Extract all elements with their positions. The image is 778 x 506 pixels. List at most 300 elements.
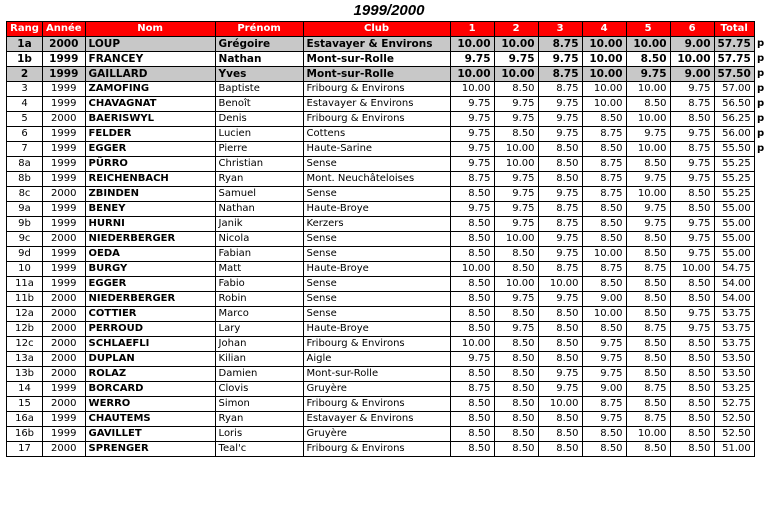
cell-score-5: 8.50 — [626, 97, 670, 112]
cell-score-3: 8.50 — [538, 142, 582, 157]
cell-prenom: Johan — [215, 337, 303, 352]
results-body — [7, 37, 755, 457]
cell-annee: 2000 — [43, 187, 86, 202]
cell-club: Estavayer & Environs — [303, 97, 450, 112]
cell-total: 56.50 — [714, 97, 754, 112]
cell-score-2: 8.50 — [494, 397, 538, 412]
cell-score-1: 10.00 — [450, 337, 494, 352]
cell-score-2: 8.50 — [494, 427, 538, 442]
cell-score-4: 9.00 — [582, 382, 626, 397]
cell-prenom: Baptiste — [215, 82, 303, 97]
cell-nom: BORCARD — [85, 382, 215, 397]
cell-prenom: Teal'c — [215, 442, 303, 457]
cell-nom: HURNI — [85, 217, 215, 232]
cell-club: Sense — [303, 292, 450, 307]
cell-rang: 9c — [7, 232, 43, 247]
header-score-5: 5 — [626, 22, 670, 37]
cell-score-1: 8.50 — [450, 232, 494, 247]
cell-nom: BENEY — [85, 202, 215, 217]
cell-score-1: 9.75 — [450, 112, 494, 127]
cell-nom: CHAUTEMS — [85, 412, 215, 427]
cell-score-3: 8.50 — [538, 337, 582, 352]
cell-score-4: 8.75 — [582, 262, 626, 277]
cell-rang: 14 — [7, 382, 43, 397]
cell-score-3: 8.75 — [538, 202, 582, 217]
cell-score-1: 8.50 — [450, 322, 494, 337]
cell-score-2: 9.75 — [494, 217, 538, 232]
cell-score-6: 8.50 — [670, 352, 714, 367]
cell-score-3: 10.00 — [538, 277, 582, 292]
cell-score-6: 8.50 — [670, 427, 714, 442]
cell-score-2: 9.75 — [494, 292, 538, 307]
cell-score-2: 10.00 — [494, 157, 538, 172]
cell-prenom: Kilian — [215, 352, 303, 367]
cell-rang: 8b — [7, 172, 43, 187]
cell-total: 51.00 — [714, 442, 754, 457]
cell-club: Haute-Broye — [303, 262, 450, 277]
cell-score-2: 10.00 — [494, 67, 538, 82]
cell-score-3: 9.75 — [538, 52, 582, 67]
cell-score-1: 8.50 — [450, 217, 494, 232]
cell-score-2: 10.00 — [494, 37, 538, 52]
cell-score-5: 10.00 — [626, 142, 670, 157]
cell-score-3: 9.75 — [538, 97, 582, 112]
cell-score-6: 8.50 — [670, 367, 714, 382]
cell-club: Sense — [303, 247, 450, 262]
cell-score-2: 9.75 — [494, 322, 538, 337]
cell-score-6: 8.50 — [670, 277, 714, 292]
qualification-marker: p — [757, 67, 765, 79]
cell-score-4: 8.50 — [582, 322, 626, 337]
cell-total: 53.50 — [714, 367, 754, 382]
cell-total: 53.50 — [714, 352, 754, 367]
cell-score-2: 9.75 — [494, 97, 538, 112]
cell-score-3: 8.75 — [538, 67, 582, 82]
cell-score-6: 9.75 — [670, 157, 714, 172]
cell-score-4: 10.00 — [582, 52, 626, 67]
cell-score-5: 8.50 — [626, 292, 670, 307]
cell-club: Mont. Neuchâteloises — [303, 172, 450, 187]
cell-score-1: 8.75 — [450, 172, 494, 187]
cell-nom: REICHENBACH — [85, 172, 215, 187]
cell-score-6: 8.50 — [670, 292, 714, 307]
cell-score-5: 9.75 — [626, 127, 670, 142]
cell-rang: 15 — [7, 397, 43, 412]
cell-score-5: 8.50 — [626, 307, 670, 322]
cell-annee: 2000 — [43, 112, 86, 127]
cell-prenom: Christian — [215, 157, 303, 172]
cell-score-2: 9.75 — [494, 202, 538, 217]
cell-score-6: 9.75 — [670, 307, 714, 322]
header-prenom: Prénom — [215, 22, 303, 37]
cell-nom: CHAVAGNAT — [85, 97, 215, 112]
cell-score-1: 9.75 — [450, 52, 494, 67]
cell-club: Sense — [303, 307, 450, 322]
cell-score-5: 10.00 — [626, 82, 670, 97]
cell-score-2: 8.50 — [494, 262, 538, 277]
cell-score-1: 9.75 — [450, 352, 494, 367]
table-row — [7, 172, 755, 187]
cell-score-1: 8.50 — [450, 277, 494, 292]
cell-score-3: 8.75 — [538, 262, 582, 277]
qualification-marker: p — [757, 37, 765, 49]
cell-club: Estavayer & Environs — [303, 412, 450, 427]
cell-total: 54.00 — [714, 292, 754, 307]
cell-score-2: 10.00 — [494, 277, 538, 292]
cell-score-5: 8.50 — [626, 157, 670, 172]
table-row — [7, 202, 755, 217]
cell-score-3: 8.75 — [538, 37, 582, 52]
cell-score-1: 9.75 — [450, 142, 494, 157]
cell-club: Mont-sur-Rolle — [303, 67, 450, 82]
table-row — [7, 427, 755, 442]
qualification-marker: p — [757, 82, 765, 94]
cell-nom: SPRENGER — [85, 442, 215, 457]
cell-nom: FELDER — [85, 127, 215, 142]
cell-prenom: Marco — [215, 307, 303, 322]
cell-score-5: 8.50 — [626, 367, 670, 382]
cell-club: Aigle — [303, 352, 450, 367]
table-row — [7, 52, 755, 67]
cell-total: 55.50 — [714, 142, 754, 157]
cell-score-6: 9.75 — [670, 232, 714, 247]
table-row — [7, 352, 755, 367]
cell-score-6: 8.75 — [670, 142, 714, 157]
cell-total: 54.75 — [714, 262, 754, 277]
cell-score-6: 9.75 — [670, 82, 714, 97]
table-row — [7, 367, 755, 382]
cell-score-4: 8.75 — [582, 187, 626, 202]
cell-prenom: Simon — [215, 397, 303, 412]
cell-score-1: 8.50 — [450, 412, 494, 427]
cell-rang: 12a — [7, 307, 43, 322]
cell-score-2: 8.50 — [494, 352, 538, 367]
cell-score-5: 8.50 — [626, 397, 670, 412]
cell-score-4: 8.75 — [582, 157, 626, 172]
cell-rang: 10 — [7, 262, 43, 277]
cell-annee: 1999 — [43, 277, 86, 292]
cell-score-4: 8.50 — [582, 217, 626, 232]
cell-club: Fribourg & Environs — [303, 442, 450, 457]
cell-annee: 1999 — [43, 217, 86, 232]
cell-prenom: Loris — [215, 427, 303, 442]
table-row — [7, 397, 755, 412]
cell-score-3: 9.75 — [538, 112, 582, 127]
cell-nom: DUPLAN — [85, 352, 215, 367]
cell-rang: 12c — [7, 337, 43, 352]
table-row — [7, 142, 755, 157]
cell-total: 57.50 — [714, 67, 754, 82]
cell-nom: COTTIER — [85, 307, 215, 322]
cell-score-4: 9.75 — [582, 337, 626, 352]
cell-score-2: 9.75 — [494, 112, 538, 127]
table-row — [7, 337, 755, 352]
cell-score-5: 8.50 — [626, 247, 670, 262]
cell-score-6: 9.75 — [670, 172, 714, 187]
cell-score-1: 10.00 — [450, 262, 494, 277]
cell-score-5: 8.50 — [626, 352, 670, 367]
cell-score-2: 9.75 — [494, 52, 538, 67]
cell-score-1: 9.75 — [450, 127, 494, 142]
cell-score-1: 8.50 — [450, 367, 494, 382]
cell-score-4: 8.75 — [582, 172, 626, 187]
cell-annee: 1999 — [43, 52, 86, 67]
cell-total: 55.25 — [714, 157, 754, 172]
cell-nom: BAERISWYL — [85, 112, 215, 127]
header-row — [7, 22, 755, 37]
cell-rang: 9d — [7, 247, 43, 262]
cell-club: Gruyère — [303, 427, 450, 442]
cell-club: Cottens — [303, 127, 450, 142]
cell-annee: 1999 — [43, 67, 86, 82]
cell-club: Haute-Sarine — [303, 142, 450, 157]
cell-score-6: 10.00 — [670, 52, 714, 67]
cell-total: 53.75 — [714, 322, 754, 337]
header-score-3: 3 — [538, 22, 582, 37]
cell-score-3: 9.75 — [538, 232, 582, 247]
cell-prenom: Denis — [215, 112, 303, 127]
cell-score-2: 10.00 — [494, 142, 538, 157]
cell-annee: 2000 — [43, 322, 86, 337]
table-row — [7, 307, 755, 322]
cell-annee: 1999 — [43, 157, 86, 172]
header-club: Club — [303, 22, 450, 37]
cell-score-5: 9.75 — [626, 67, 670, 82]
table-row — [7, 97, 755, 112]
cell-annee: 2000 — [43, 37, 86, 52]
cell-prenom: Matt — [215, 262, 303, 277]
cell-nom: PÜRRO — [85, 157, 215, 172]
cell-prenom: Damien — [215, 367, 303, 382]
cell-nom: GAILLARD — [85, 67, 215, 82]
cell-score-5: 9.75 — [626, 217, 670, 232]
cell-total: 53.75 — [714, 337, 754, 352]
cell-score-4: 8.75 — [582, 397, 626, 412]
table-row — [7, 187, 755, 202]
cell-annee: 2000 — [43, 337, 86, 352]
cell-nom: FRANCEY — [85, 52, 215, 67]
cell-prenom: Pierre — [215, 142, 303, 157]
header-total: Total — [714, 22, 754, 37]
header-score-1: 1 — [450, 22, 494, 37]
page-title: 1999/2000 — [353, 2, 425, 19]
cell-annee: 1999 — [43, 247, 86, 262]
cell-prenom: Benoît — [215, 97, 303, 112]
cell-club: Haute-Broye — [303, 322, 450, 337]
cell-score-5: 10.00 — [626, 37, 670, 52]
cell-score-4: 8.50 — [582, 202, 626, 217]
cell-rang: 7 — [7, 142, 43, 157]
cell-score-3: 9.75 — [538, 247, 582, 262]
cell-score-4: 10.00 — [582, 97, 626, 112]
cell-prenom: Nathan — [215, 202, 303, 217]
cell-score-2: 8.50 — [494, 307, 538, 322]
cell-total: 55.25 — [714, 172, 754, 187]
cell-score-3: 9.75 — [538, 127, 582, 142]
cell-nom: EGGER — [85, 142, 215, 157]
cell-score-4: 9.00 — [582, 292, 626, 307]
cell-score-3: 8.50 — [538, 307, 582, 322]
table-row — [7, 247, 755, 262]
cell-prenom: Ryan — [215, 172, 303, 187]
cell-prenom: Nicola — [215, 232, 303, 247]
cell-rang: 6 — [7, 127, 43, 142]
cell-score-2: 9.75 — [494, 172, 538, 187]
cell-score-5: 8.75 — [626, 412, 670, 427]
cell-score-2: 8.50 — [494, 412, 538, 427]
cell-prenom: Janik — [215, 217, 303, 232]
cell-prenom: Clovis — [215, 382, 303, 397]
cell-score-5: 8.50 — [626, 52, 670, 67]
cell-score-3: 8.50 — [538, 442, 582, 457]
cell-club: Fribourg & Environs — [303, 397, 450, 412]
cell-nom: ROLAZ — [85, 367, 215, 382]
cell-score-1: 9.75 — [450, 157, 494, 172]
cell-score-4: 10.00 — [582, 247, 626, 262]
cell-score-5: 8.75 — [626, 382, 670, 397]
cell-score-3: 8.75 — [538, 82, 582, 97]
cell-score-6: 9.00 — [670, 67, 714, 82]
cell-score-6: 9.75 — [670, 247, 714, 262]
cell-score-1: 10.00 — [450, 67, 494, 82]
cell-score-3: 8.50 — [538, 352, 582, 367]
cell-score-3: 10.00 — [538, 397, 582, 412]
cell-total: 53.25 — [714, 382, 754, 397]
cell-annee: 1999 — [43, 262, 86, 277]
table-row — [7, 322, 755, 337]
qualification-marker: p — [757, 112, 765, 124]
cell-score-1: 10.00 — [450, 37, 494, 52]
cell-score-5: 8.50 — [626, 277, 670, 292]
cell-annee: 1999 — [43, 142, 86, 157]
table-row — [7, 277, 755, 292]
cell-score-6: 8.75 — [670, 97, 714, 112]
cell-prenom: Yves — [215, 67, 303, 82]
cell-total: 55.00 — [714, 202, 754, 217]
cell-score-4: 8.50 — [582, 232, 626, 247]
cell-nom: WERRO — [85, 397, 215, 412]
cell-score-5: 8.75 — [626, 322, 670, 337]
cell-nom: ZAMOFING — [85, 82, 215, 97]
cell-score-4: 9.75 — [582, 367, 626, 382]
cell-prenom: Ryan — [215, 412, 303, 427]
cell-rang: 16b — [7, 427, 43, 442]
cell-rang: 8c — [7, 187, 43, 202]
cell-nom: SCHLAEFLI — [85, 337, 215, 352]
cell-prenom: Samuel — [215, 187, 303, 202]
cell-score-4: 8.50 — [582, 112, 626, 127]
cell-nom: LOUP — [85, 37, 215, 52]
cell-prenom: Fabio — [215, 277, 303, 292]
table-row — [7, 37, 755, 52]
cell-score-4: 10.00 — [582, 307, 626, 322]
cell-nom: NIEDERBERGER — [85, 292, 215, 307]
cell-score-4: 8.50 — [582, 142, 626, 157]
cell-score-1: 9.75 — [450, 97, 494, 112]
cell-score-3: 9.75 — [538, 382, 582, 397]
cell-score-2: 8.50 — [494, 82, 538, 97]
cell-annee: 2000 — [43, 307, 86, 322]
cell-annee: 2000 — [43, 367, 86, 382]
cell-annee: 1999 — [43, 82, 86, 97]
cell-score-5: 8.50 — [626, 442, 670, 457]
cell-total: 54.00 — [714, 277, 754, 292]
cell-score-6: 10.00 — [670, 262, 714, 277]
cell-score-6: 8.50 — [670, 397, 714, 412]
cell-annee: 1999 — [43, 127, 86, 142]
cell-score-1: 8.50 — [450, 442, 494, 457]
table-row — [7, 412, 755, 427]
cell-rang: 9a — [7, 202, 43, 217]
cell-nom: NIEDERBERGER — [85, 232, 215, 247]
cell-prenom: Lucien — [215, 127, 303, 142]
cell-score-3: 9.75 — [538, 292, 582, 307]
cell-total: 56.25 — [714, 112, 754, 127]
cell-prenom: Lary — [215, 322, 303, 337]
cell-club: Sense — [303, 232, 450, 247]
cell-club: Estavayer & Environs — [303, 37, 450, 52]
cell-score-3: 9.75 — [538, 367, 582, 382]
cell-score-6: 8.50 — [670, 382, 714, 397]
cell-score-4: 8.50 — [582, 277, 626, 292]
cell-nom: BURGY — [85, 262, 215, 277]
cell-score-6: 9.00 — [670, 37, 714, 52]
cell-score-6: 8.50 — [670, 337, 714, 352]
cell-annee: 1999 — [43, 97, 86, 112]
cell-rang: 16a — [7, 412, 43, 427]
cell-total: 52.50 — [714, 427, 754, 442]
cell-score-5: 8.75 — [626, 262, 670, 277]
header-score-2: 2 — [494, 22, 538, 37]
table-row — [7, 292, 755, 307]
cell-score-1: 9.75 — [450, 202, 494, 217]
cell-total: 55.25 — [714, 187, 754, 202]
qualification-marker: p — [757, 142, 765, 154]
cell-total: 57.75 — [714, 37, 754, 52]
cell-score-4: 9.75 — [582, 352, 626, 367]
cell-annee: 1999 — [43, 382, 86, 397]
cell-score-5: 9.75 — [626, 172, 670, 187]
cell-club: Sense — [303, 187, 450, 202]
cell-score-1: 10.00 — [450, 82, 494, 97]
cell-prenom: Fabian — [215, 247, 303, 262]
cell-score-3: 8.50 — [538, 172, 582, 187]
cell-prenom: Robin — [215, 292, 303, 307]
cell-score-5: 8.50 — [626, 232, 670, 247]
cell-score-4: 8.50 — [582, 427, 626, 442]
cell-score-4: 8.75 — [582, 127, 626, 142]
cell-rang: 4 — [7, 97, 43, 112]
cell-annee: 1999 — [43, 412, 86, 427]
table-row — [7, 217, 755, 232]
cell-score-4: 8.50 — [582, 442, 626, 457]
cell-club: Haute-Broye — [303, 202, 450, 217]
cell-score-3: 8.50 — [538, 322, 582, 337]
cell-score-2: 8.50 — [494, 127, 538, 142]
cell-score-3: 8.50 — [538, 412, 582, 427]
cell-score-6: 8.50 — [670, 412, 714, 427]
results-table — [6, 21, 755, 457]
cell-score-3: 9.75 — [538, 187, 582, 202]
cell-rang: 8a — [7, 157, 43, 172]
cell-score-2: 8.50 — [494, 337, 538, 352]
cell-score-6: 8.50 — [670, 112, 714, 127]
cell-score-1: 8.50 — [450, 187, 494, 202]
cell-prenom: Grégoire — [215, 37, 303, 52]
cell-score-2: 10.00 — [494, 232, 538, 247]
cell-total: 55.00 — [714, 247, 754, 262]
cell-total: 55.00 — [714, 232, 754, 247]
